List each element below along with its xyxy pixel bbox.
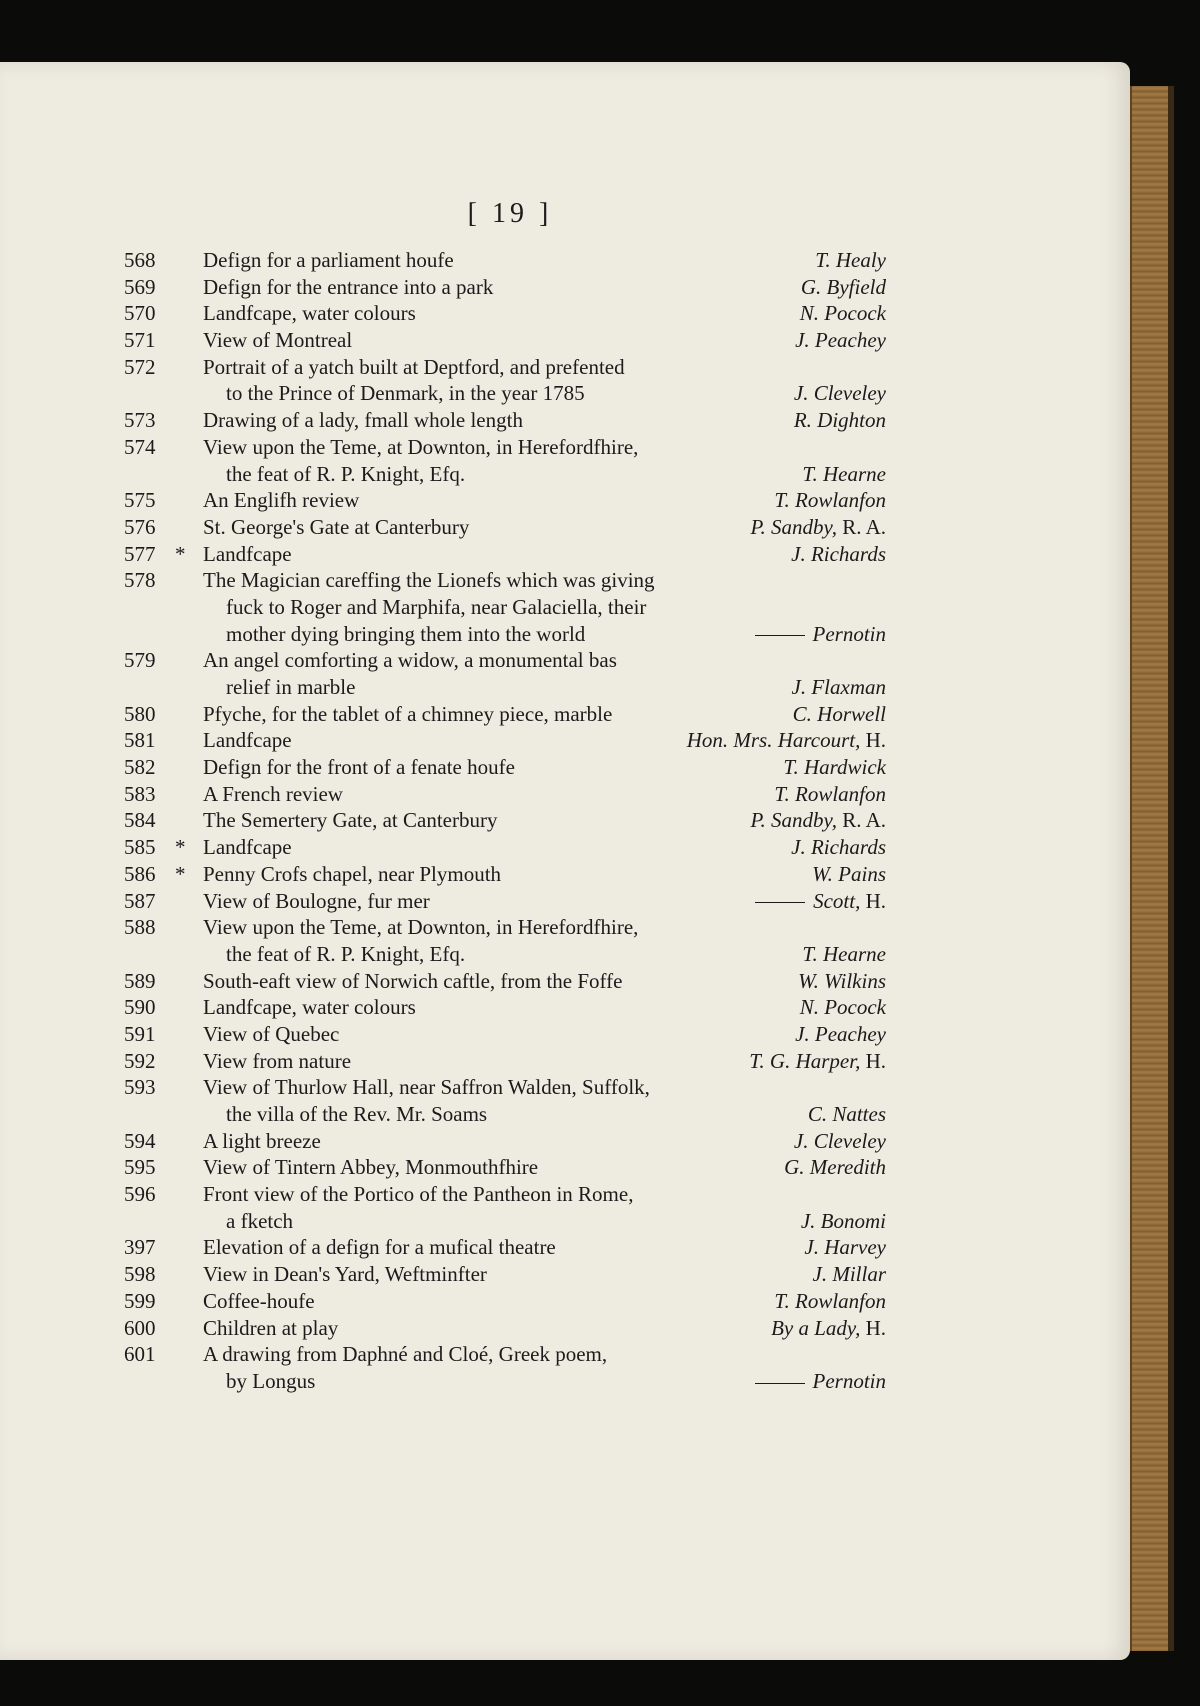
entry-line (0, 1342, 1130, 1369)
entry-line (0, 942, 1130, 969)
artist-name: G. Meredith (784, 1155, 886, 1180)
catalogue-entry (0, 301, 1130, 328)
entry-number: 601 (124, 1342, 156, 1367)
artist-name: P. Sandby, (750, 808, 837, 833)
catalogue-entry (0, 275, 1130, 302)
entry-title: the feat of R. P. Knight, Efq. (226, 461, 466, 486)
entry-number: 573 (124, 408, 156, 433)
entry-line (0, 1235, 1130, 1262)
artist-name: W. Wilkins (798, 968, 886, 993)
entry-line (0, 755, 1130, 782)
entry-number: 576 (124, 514, 156, 539)
entry-line (0, 969, 1130, 996)
entry-line (0, 675, 1130, 702)
entry-number: 590 (124, 995, 156, 1020)
artist-name: Pernotin (812, 621, 886, 646)
entry-title: View of Tintern Abbey, Monmouthfhire (203, 1155, 539, 1180)
entry-artist (795, 328, 886, 353)
entry-title: Portrait of a yatch built at Deptford, and prefented (203, 354, 625, 379)
dash-rule (755, 902, 805, 903)
entry-line (0, 1022, 1130, 1049)
catalogue-entry (0, 969, 1130, 996)
catalogue-entry (0, 515, 1130, 542)
artist-name: T. G. Harper, (749, 1048, 861, 1073)
entry-line (0, 1316, 1130, 1343)
catalogue-entry (0, 435, 1130, 488)
artist-name: T. Rowlanfon (774, 781, 886, 806)
entry-line (0, 622, 1130, 649)
artist-name: J. Bonomi (800, 1208, 886, 1233)
entry-number: 583 (124, 781, 156, 806)
entry-line (0, 462, 1130, 489)
entry-line (0, 595, 1130, 622)
entry-artist (800, 301, 886, 326)
catalogue-entry (0, 1129, 1130, 1156)
entry-number: 592 (124, 1048, 156, 1073)
entry-line (0, 1102, 1130, 1129)
entry-artist (771, 1316, 886, 1341)
entry-title: Pfyche, for the tablet of a chimney piece, marble (203, 701, 613, 726)
entry-number: 588 (124, 915, 156, 940)
entry-title: relief in marble (226, 675, 356, 699)
artist-name: J. Richards (791, 541, 886, 566)
entry-artist (812, 862, 886, 887)
dash-rule (755, 635, 805, 636)
artist-name: T. Healy (815, 248, 886, 272)
entry-title: Drawing of a lady, fmall whole length (203, 408, 523, 433)
artist-name: R. Dighton (793, 408, 886, 433)
entry-artist (815, 248, 886, 273)
entry-number: 581 (124, 728, 156, 753)
entry-number: 574 (124, 434, 156, 459)
entry-artist (794, 381, 886, 406)
catalogue-entry (0, 568, 1130, 648)
entry-title: Defign for the entrance into a park (203, 274, 494, 299)
entry-artist (813, 1262, 887, 1287)
entry-line (0, 995, 1130, 1022)
entry-number: 578 (124, 568, 156, 593)
entry-line (0, 782, 1130, 809)
asterisk-mark: * (175, 835, 186, 860)
entry-title: mother dying bringing them into the world (226, 621, 586, 646)
entry-artist (749, 1049, 886, 1074)
artist-rank: H. (865, 1315, 886, 1340)
entry-line (0, 1129, 1130, 1156)
entry-number: 579 (124, 648, 156, 673)
entry-line (0, 542, 1130, 569)
entry-title: South-eaft view of Norwich caftle, from the Foffe (203, 968, 623, 993)
catalogue-entry (0, 1262, 1130, 1289)
entry-number: 591 (124, 1021, 156, 1046)
catalogue-entry (0, 1075, 1130, 1128)
entry-number: 598 (124, 1262, 156, 1287)
entry-title: Elevation of a defign for a mufical theatre (203, 1235, 556, 1260)
entry-title: View from nature (203, 1048, 352, 1073)
catalogue-entry (0, 808, 1130, 835)
entry-artist (755, 889, 886, 914)
entry-number: 594 (124, 1128, 156, 1153)
entry-title: Landfcape (203, 835, 292, 860)
entry-title: An Englifh review (203, 488, 360, 513)
entry-title: the villa of the Rev. Mr. Soams (226, 1102, 488, 1126)
entry-line (0, 488, 1130, 515)
entry-title: to the Prince of Denmark, in the year 1785 (226, 381, 585, 406)
entry-artist (808, 1102, 886, 1127)
page-number: [ 19 ] (467, 198, 553, 229)
entry-title: A French review (203, 781, 343, 806)
artist-name: P. Sandby, (750, 514, 837, 539)
artist-name: C. Horwell (792, 701, 886, 726)
entry-artist (802, 942, 886, 967)
entry-title: fuck to Roger and Marphifa, near Galaciella, their (226, 594, 647, 619)
asterisk-mark: * (175, 541, 186, 566)
entry-number: 582 (124, 755, 156, 780)
entry-line (0, 355, 1130, 382)
entry-line (0, 835, 1130, 862)
entry-title: A light breeze (203, 1128, 321, 1153)
entry-artist (774, 488, 886, 513)
artist-name: T. Rowlanfon (774, 1288, 886, 1313)
artist-name: J. Cleveley (793, 381, 886, 406)
entry-line (0, 808, 1130, 835)
entry-title: View upon the Teme, at Downton, in Herefordfhire, (203, 434, 639, 459)
entry-title: View of Montreal (203, 328, 353, 353)
artist-name: G. Byfield (800, 274, 886, 299)
artist-rank: H. (865, 1048, 886, 1073)
entry-number: 570 (124, 301, 156, 326)
entry-artist (750, 808, 886, 833)
catalogue-entry (0, 1182, 1130, 1235)
catalogue-entry (0, 542, 1130, 569)
entry-title: View of Boulogne, fur mer (203, 888, 430, 913)
entry-number: 585 (124, 835, 156, 860)
artist-name: Scott, (813, 888, 861, 913)
entry-title: The Semertery Gate, at Canterbury (203, 808, 498, 833)
entry-line (0, 1289, 1130, 1316)
entry-title: A drawing from Daphné and Cloé, Greek poem, (203, 1342, 608, 1367)
entry-number: 584 (124, 808, 156, 833)
entry-number: 589 (124, 968, 156, 993)
entry-artist (792, 675, 886, 700)
catalogue-entry (0, 702, 1130, 729)
catalogue-entry (0, 862, 1130, 889)
entry-title: by Longus (226, 1368, 316, 1393)
artist-name: T. Rowlanfon (774, 488, 886, 513)
entry-title: Penny Crofs chapel, near Plymouth (203, 861, 502, 886)
catalogue-entry (0, 1316, 1130, 1343)
entry-artist (774, 1289, 886, 1314)
entry-artist (784, 1155, 886, 1180)
artist-name: C. Nattes (807, 1102, 886, 1126)
entry-artist (755, 1369, 887, 1394)
entry-number: 580 (124, 701, 156, 726)
artist-name: T. Hearne (802, 461, 886, 486)
entry-title: View in Dean's Yard, Weftminfter (203, 1262, 487, 1287)
entry-artist (795, 1022, 886, 1047)
entry-artist (804, 1235, 886, 1260)
book-spine-edge (1168, 86, 1174, 1651)
entry-number: 575 (124, 488, 156, 513)
entry-artist (800, 995, 886, 1020)
artist-rank: H. (865, 728, 886, 753)
entry-line (0, 1075, 1130, 1102)
entry-line (0, 1209, 1130, 1236)
entry-title: Defign for the front of a fenate houfe (203, 755, 515, 780)
entry-number: 595 (124, 1155, 156, 1180)
entry-artist (798, 969, 886, 994)
artist-name: W. Pains (812, 861, 886, 886)
entry-line (0, 381, 1130, 408)
entry-artist (802, 462, 886, 487)
catalogue-entry (0, 889, 1130, 916)
artist-name: By a Lady, (771, 1315, 861, 1340)
artist-name: N. Pocock (799, 995, 886, 1020)
entry-title: Defign for a parliament houfe (203, 248, 454, 272)
entry-line (0, 301, 1130, 328)
entry-number: 596 (124, 1182, 156, 1207)
asterisk-mark: * (175, 861, 186, 886)
entry-artist (750, 515, 886, 540)
entry-line (0, 728, 1130, 755)
entry-line (0, 568, 1130, 595)
entry-artist (755, 622, 887, 647)
artist-name: J. Cleveley (793, 1128, 886, 1153)
artist-name: T. Hardwick (783, 755, 886, 780)
entry-title: View of Quebec (203, 1021, 340, 1046)
catalogue-entry (0, 835, 1130, 862)
entry-line (0, 915, 1130, 942)
entry-line (0, 408, 1130, 435)
entry-title: View upon the Teme, at Downton, in Herefordfhire, (203, 915, 639, 940)
entry-title: Children at play (203, 1315, 339, 1340)
entry-number: 577 (124, 541, 156, 566)
artist-rank: H. (865, 888, 886, 913)
entry-artist (793, 702, 886, 727)
catalogue-entry (0, 1235, 1130, 1262)
catalogue-entry (0, 408, 1130, 435)
entry-line (0, 515, 1130, 542)
catalogue-entry (0, 915, 1130, 968)
dash-rule (755, 1383, 805, 1384)
catalogue-entry (0, 755, 1130, 782)
book-spine (1130, 86, 1172, 1651)
entry-artist (783, 755, 886, 780)
entry-line (0, 1262, 1130, 1289)
entry-artist (801, 275, 886, 300)
entry-number: 568 (124, 248, 156, 272)
entry-line (0, 889, 1130, 916)
artist-name: J. Harvey (804, 1235, 886, 1260)
entry-line (0, 1049, 1130, 1076)
entry-line (0, 1155, 1130, 1182)
entry-line (0, 648, 1130, 675)
catalogue-entry (0, 648, 1130, 701)
entry-title: a fketch (226, 1208, 294, 1233)
entry-title: Coffee-houfe (203, 1288, 315, 1313)
entry-title: Front view of the Portico of the Pantheon in Rome, (203, 1182, 634, 1207)
artist-rank: R. A. (842, 514, 886, 539)
artist-name: J. Peachey (795, 328, 886, 353)
artist-rank: R. A. (842, 808, 886, 833)
entry-number: 587 (124, 888, 156, 913)
entry-line (0, 248, 1130, 275)
artist-name: J. Flaxman (791, 675, 886, 699)
catalogue-entry (0, 782, 1130, 809)
catalogue-entry (0, 1155, 1130, 1182)
entry-line (0, 328, 1130, 355)
entry-number: 586 (124, 861, 156, 886)
catalogue-entry (0, 1342, 1130, 1395)
entry-title: An angel comforting a widow, a monumental bas (203, 648, 617, 673)
catalogue-entry (0, 355, 1130, 408)
catalogue-entry (0, 995, 1130, 1022)
artist-name: Hon. Mrs. Harcourt, (686, 728, 861, 753)
entry-artist (791, 835, 886, 860)
entry-artist (687, 728, 886, 753)
entry-number: 571 (124, 328, 156, 353)
catalogue-entry (0, 1049, 1130, 1076)
entry-number: 572 (124, 354, 156, 379)
catalogue-entry (0, 328, 1130, 355)
catalogue-entry (0, 1289, 1130, 1316)
artist-name: J. Peachey (795, 1021, 886, 1046)
entry-artist (801, 1209, 886, 1234)
entry-title: View of Thurlow Hall, near Saffron Walden, Suffolk, (203, 1075, 650, 1100)
entry-title: Landfcape, water colours (203, 301, 416, 326)
entry-artist (794, 408, 886, 433)
entry-title: The Magician careffing the Lionefs which was giving (203, 568, 655, 593)
entry-line (0, 1182, 1130, 1209)
entry-number: 593 (124, 1075, 156, 1100)
entry-line (0, 862, 1130, 889)
entry-line (0, 435, 1130, 462)
entry-line (0, 702, 1130, 729)
catalogue-entry (0, 488, 1130, 515)
entry-artist (774, 782, 886, 807)
entry-title: Landfcape (203, 541, 292, 566)
entry-title: the feat of R. P. Knight, Efq. (226, 941, 466, 966)
artist-name: Pernotin (812, 1368, 886, 1393)
artist-name: J. Richards (791, 835, 886, 860)
entry-number: 599 (124, 1288, 156, 1313)
entry-artist (794, 1129, 886, 1154)
catalogue-entries (0, 248, 1130, 1396)
entry-line (0, 275, 1130, 302)
catalogue-entry (0, 248, 1130, 275)
entry-title: Landfcape, water colours (203, 995, 416, 1020)
entry-number: 569 (124, 274, 156, 299)
entry-number: 397 (124, 1235, 156, 1260)
entry-title: Landfcape (203, 728, 292, 753)
entry-title: St. George's Gate at Canterbury (203, 514, 470, 539)
entry-line (0, 1369, 1130, 1396)
artist-name: T. Hearne (802, 941, 886, 966)
artist-name: J. Millar (812, 1262, 886, 1287)
catalogue-entry (0, 1022, 1130, 1049)
artist-name: N. Pocock (799, 301, 886, 326)
catalogue-entry (0, 728, 1130, 755)
entry-artist (791, 542, 886, 567)
entry-number: 600 (124, 1315, 156, 1340)
